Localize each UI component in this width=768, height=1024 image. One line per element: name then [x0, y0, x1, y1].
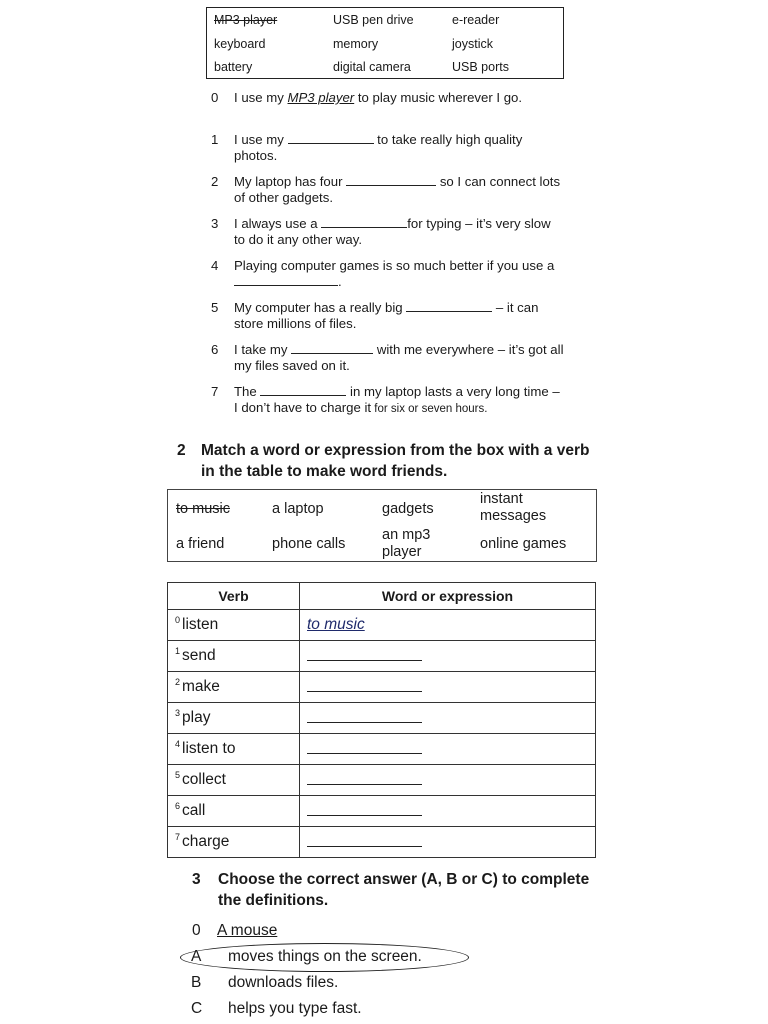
answer-cell[interactable] — [300, 641, 596, 672]
box2-word: to music — [176, 501, 230, 517]
row-number: 0 — [175, 615, 181, 626]
sentence-text: The — [234, 384, 261, 399]
table-header-row — [168, 583, 596, 610]
verb-label: play — [182, 709, 211, 727]
row-number: 1 — [175, 646, 181, 657]
section-number: 3 — [192, 871, 201, 888]
verb-cell — [168, 765, 300, 796]
example-answer: MP3 player — [287, 90, 355, 105]
verb-cell — [168, 672, 300, 703]
answer-blank[interactable] — [307, 801, 422, 816]
section-title: Choose the correct answer (A, B or C) to complete the definitions. — [218, 871, 590, 909]
row-number: 3 — [175, 708, 181, 719]
box2-word: gadgets — [382, 501, 434, 517]
example-answer: to music — [307, 616, 365, 633]
row-number: 4 — [175, 739, 181, 750]
answer-cell[interactable] — [300, 672, 596, 703]
verb-label: collect — [182, 771, 226, 789]
answer-cell — [300, 610, 596, 641]
sentence-text: for six or seven hours. — [371, 403, 488, 415]
box2-word: instant messages — [480, 491, 547, 524]
verb-label: listen — [182, 616, 219, 634]
sentence-text: I use my — [234, 90, 288, 105]
answer-blank[interactable] — [307, 739, 422, 754]
option-letter: C — [191, 1000, 203, 1017]
table-row — [168, 827, 596, 858]
section-3-heading — [192, 869, 602, 913]
item-number: 2 — [211, 174, 219, 189]
answer-blank[interactable] — [307, 832, 422, 847]
verb-cell — [168, 610, 300, 641]
option-text: helps you type fast. — [228, 1000, 362, 1017]
answer-cell[interactable] — [300, 703, 596, 734]
box2-word: an mp3 player — [382, 527, 431, 560]
sentence-text: so I can connect lots of other gadgets. — [234, 174, 561, 205]
box1-word: MP3 player — [214, 13, 278, 27]
answer-blank[interactable] — [346, 174, 436, 186]
answer-cell[interactable] — [300, 734, 596, 765]
table-row — [168, 734, 596, 765]
verb-table — [167, 582, 596, 858]
option-letter: A — [191, 948, 202, 965]
option-b[interactable] — [191, 974, 481, 994]
word-box-2 — [167, 489, 597, 562]
box2-word: a laptop — [272, 501, 324, 517]
sentence-text: I use my — [234, 132, 288, 147]
verb-cell — [168, 641, 300, 672]
answer-blank[interactable] — [307, 708, 422, 723]
item-number: 6 — [211, 342, 219, 357]
option-a[interactable] — [191, 948, 481, 968]
box1-word: e-reader — [452, 13, 500, 27]
question-text: A mouse — [217, 922, 278, 939]
sentence-text: I always use a — [234, 216, 322, 231]
question-0 — [192, 922, 392, 942]
sentence-text: to play music wherever I go. — [354, 90, 523, 105]
sentence-text: . — [338, 274, 342, 289]
section-title: Match a word or expression from the box with a verb in the table to make word friends. — [201, 442, 590, 480]
answer-cell[interactable] — [300, 827, 596, 858]
item-number: 7 — [211, 384, 219, 399]
row-number: 7 — [175, 832, 181, 843]
item-number: 4 — [211, 258, 219, 273]
sentence-text: My computer has a really big — [234, 300, 407, 315]
column-header: Verb — [168, 583, 300, 610]
table-row — [168, 765, 596, 796]
item-number: 0 — [211, 90, 219, 105]
option-letter: B — [191, 974, 202, 991]
box1-word: joystick — [452, 37, 493, 51]
answer-blank[interactable] — [288, 132, 374, 144]
table-row — [168, 641, 596, 672]
answer-blank[interactable] — [234, 274, 338, 286]
answer-cell[interactable] — [300, 796, 596, 827]
verb-label: send — [182, 647, 216, 665]
verb-label: charge — [182, 833, 230, 851]
row-number: 5 — [175, 770, 181, 781]
sentence-text: in my laptop lasts a very long time – I don’t have to charge it — [234, 384, 560, 415]
sentence-text: to take really high quality photos. — [234, 132, 523, 163]
answer-blank[interactable] — [321, 216, 407, 228]
item-number: 5 — [211, 300, 219, 315]
verb-cell — [168, 734, 300, 765]
option-c[interactable] — [191, 1000, 481, 1020]
section-2-heading — [177, 440, 597, 484]
sentence-text: My laptop has four — [234, 174, 347, 189]
sentence-text: – it can store millions of files. — [234, 300, 539, 331]
table-row — [168, 796, 596, 827]
verb-cell — [168, 703, 300, 734]
box2-word: a friend — [176, 536, 225, 552]
verb-label: make — [182, 678, 220, 696]
verb-cell — [168, 827, 300, 858]
sentence-text: for typing – it’s very slow to do it any other way. — [234, 216, 551, 247]
option-text: downloads files. — [228, 974, 339, 991]
verb-label: listen to — [182, 740, 236, 758]
table-row — [168, 672, 596, 703]
box2-word: online games — [480, 536, 567, 552]
answer-blank[interactable] — [260, 384, 346, 396]
answer-blank[interactable] — [307, 646, 422, 661]
box1-word: USB pen drive — [333, 13, 414, 27]
answer-blank[interactable] — [406, 300, 492, 312]
row-number: 6 — [175, 801, 181, 812]
sentence-text: I take my — [234, 342, 292, 357]
column-header: Word or expression — [300, 583, 596, 610]
box1-word: USB ports — [452, 60, 509, 74]
row-number: 2 — [175, 677, 181, 688]
verb-label: call — [182, 802, 206, 820]
answer-cell[interactable] — [300, 765, 596, 796]
item-number: 1 — [211, 132, 219, 147]
answer-blank[interactable] — [307, 677, 422, 692]
item-number: 3 — [211, 216, 219, 231]
sentence-text: with me everywhere – it’s got all my files saved on it. — [234, 342, 564, 373]
word-box-1 — [206, 7, 564, 79]
answer-blank[interactable] — [307, 770, 422, 785]
box1-word: keyboard — [214, 37, 266, 51]
question-number: 0 — [192, 922, 201, 939]
table-row — [168, 610, 596, 641]
verb-cell — [168, 796, 300, 827]
box1-word: digital camera — [333, 60, 411, 74]
box1-word: battery — [214, 60, 253, 74]
option-text: moves things on the screen. — [228, 948, 422, 965]
box1-word: memory — [333, 37, 379, 51]
table-row — [168, 703, 596, 734]
box2-word: phone calls — [272, 536, 346, 552]
section-number: 2 — [177, 442, 186, 459]
answer-blank[interactable] — [291, 342, 373, 354]
sentence-text: Playing computer games is so much better if you use a — [234, 258, 555, 273]
